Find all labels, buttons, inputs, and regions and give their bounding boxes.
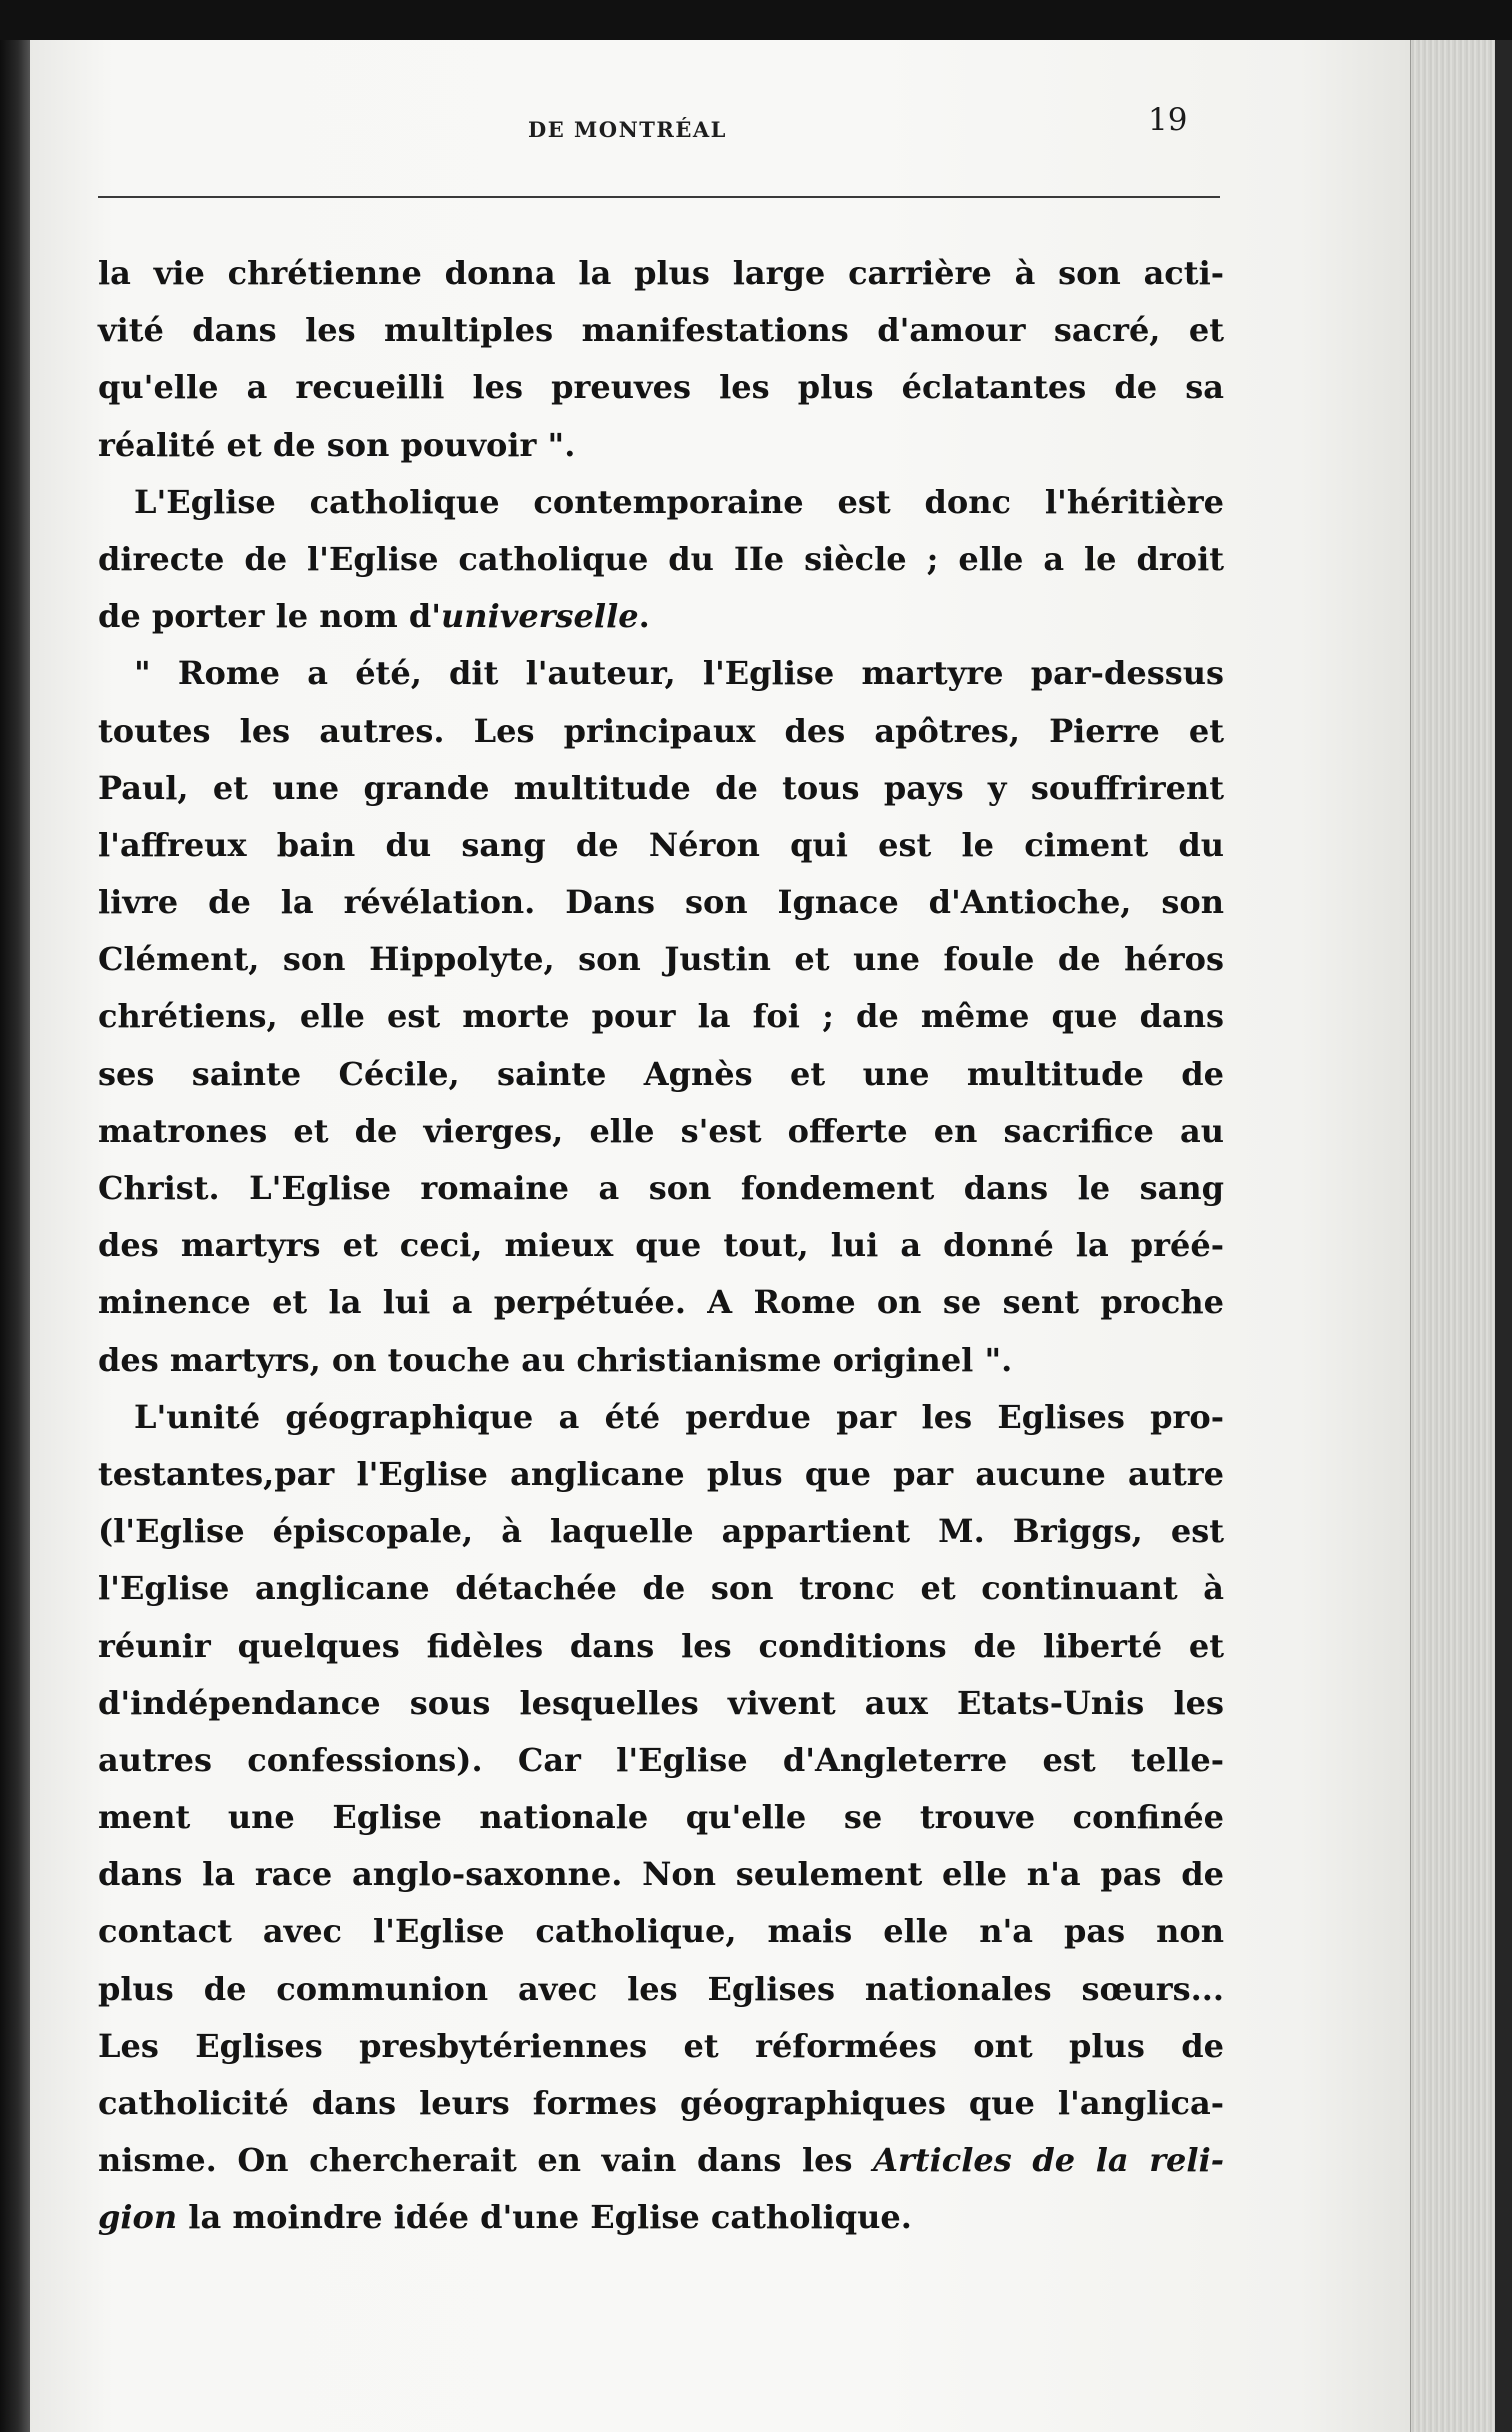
paragraph-2 (98, 474, 1224, 646)
text-line: réunir quelques fidèles dans les conditions de liberté et (98, 1626, 1224, 1665)
text-line: vité dans les multiples manifestations d'amour sacré, et (98, 311, 1224, 350)
text-line: catholicité dans leurs formes géographiques que l'anglica- (98, 2084, 1224, 2122)
text-line: Les Eglises presbytériennes et réformées ont plus de (98, 2026, 1224, 2065)
text-run: la moindre idée d'une Eglise catholique. (177, 2198, 912, 2237)
header-rule (98, 196, 1220, 198)
text-line: des martyrs et ceci, mieux que tout, lui a donné la préé- (98, 1226, 1224, 1265)
text-line: réalité et de son pouvoir ". (98, 425, 576, 464)
scan-top-border (0, 0, 1512, 40)
text-line: directe de l'Eglise catholique du IIe siècle ; elle a le droit (98, 539, 1224, 578)
text-line: des martyrs, on touche au christianisme originel ". (98, 1340, 1013, 1379)
text-line: l'Eglise anglicane détachée de son tronc et continuant à (98, 1569, 1224, 1608)
text-line (98, 2132, 1224, 2189)
text-line: chrétiens, elle est morte pour la foi ; de même que dans (98, 997, 1224, 1036)
page-number: 19 (1148, 102, 1188, 138)
text-line: minence et la lui a perpétuée. A Rome on se sent proche (98, 1283, 1224, 1322)
paragraph-4 (98, 1389, 1224, 2247)
text-run: . (638, 597, 650, 636)
text-run: de porter le nom d' (98, 597, 442, 636)
body-text (98, 245, 1224, 2247)
paragraph-3 (98, 645, 1224, 1388)
text-line: ses sainte Cécile, sainte Agnès et une multitude de (98, 1054, 1224, 1093)
text-line: Paul, et une grande multitude de tous pays y souffrirent (98, 768, 1224, 807)
text-line: contact avec l'Eglise catholique, mais elle n'a pas non (98, 1912, 1224, 1951)
text-line: L'unité géographique a été perdue par les Eglises pro- (134, 1397, 1224, 1436)
text-line: Clément, son Hippolyte, son Justin et une foule de héros (98, 940, 1224, 979)
book-page (30, 40, 1410, 2432)
italic-word: universelle (441, 597, 639, 636)
text-line: Christ. L'Eglise romaine a son fondement dans le sang (98, 1169, 1224, 1207)
text-line (98, 588, 1224, 645)
italic-title: Articles de la reli- (873, 2141, 1225, 2180)
text-line: plus de communion avec les Eglises nationales sœurs... (98, 1969, 1224, 2008)
text-run: nisme. On chercherait en vain dans les (98, 2141, 874, 2180)
book-gutter-shadow (0, 40, 30, 2432)
text-line (98, 2189, 1224, 2246)
text-line: livre de la révélation. Dans son Ignace d'Antioche, son (98, 883, 1224, 922)
italic-title: gion (98, 2198, 178, 2237)
text-line: matrones et de vierges, elle s'est offerte en sacrifice au (98, 1111, 1224, 1150)
text-line: " Rome a été, dit l'auteur, l'Eglise martyre par-dessus (134, 654, 1224, 693)
text-line: (l'Eglise épiscopale, à laquelle appartient M. Briggs, est (98, 1512, 1224, 1551)
running-head: DE MONTRÉAL (528, 117, 727, 142)
text-line: ment une Eglise nationale qu'elle se trouve confinée (98, 1798, 1224, 1837)
book-page-edges (1410, 40, 1512, 2432)
text-line: dans la race anglo-saxonne. Non seulement elle n'a pas de (98, 1855, 1224, 1894)
text-line: autres confessions). Car l'Eglise d'Angleterre est telle- (98, 1740, 1224, 1779)
text-line: testantes,par l'Eglise anglicane plus que par aucune autre (98, 1454, 1224, 1493)
text-line: la vie chrétienne donna la plus large carrière à son acti- (98, 254, 1224, 292)
text-line: qu'elle a recueilli les preuves les plus éclatantes de sa (98, 368, 1224, 407)
text-line: l'affreux bain du sang de Néron qui est le ciment du (98, 825, 1224, 864)
text-line: d'indépendance sous lesquelles vivent aux Etats-Unis les (98, 1683, 1224, 1722)
text-line: toutes les autres. Les principaux des apôtres, Pierre et (98, 711, 1224, 750)
paragraph-1 (98, 245, 1224, 474)
text-line: L'Eglise catholique contemporaine est donc l'héritière (134, 482, 1224, 521)
